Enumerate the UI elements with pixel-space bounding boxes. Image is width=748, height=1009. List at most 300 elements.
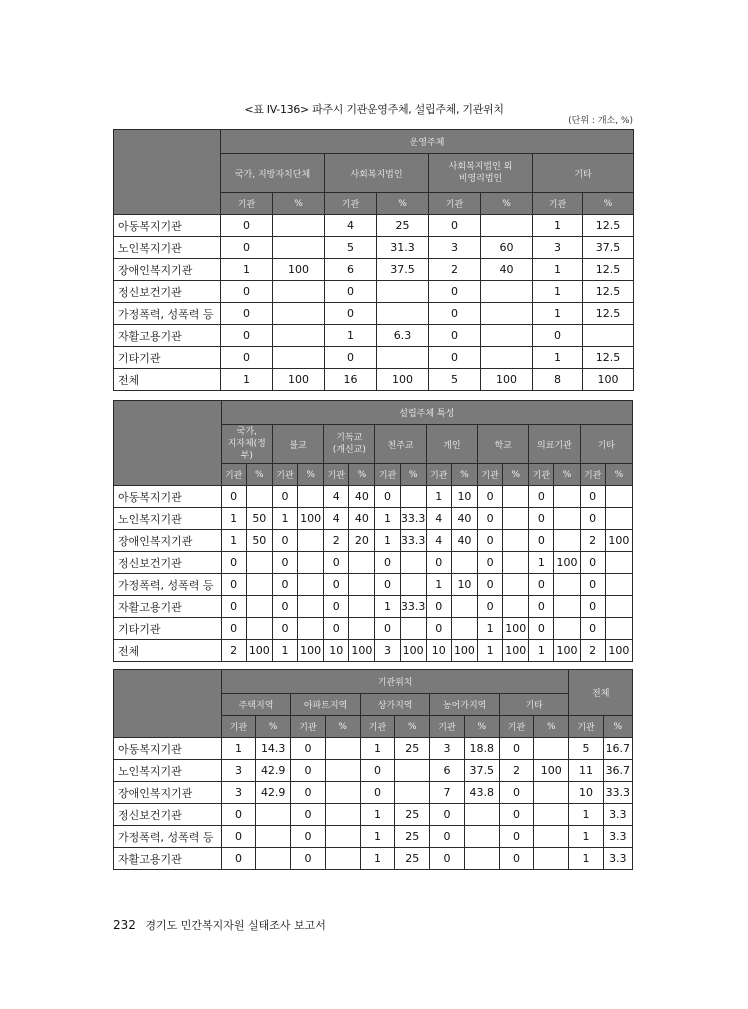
row-label: 아동복지기관 xyxy=(114,486,222,508)
category-header: 의료기관 xyxy=(529,425,580,464)
subheader-cell: % xyxy=(603,716,632,738)
table-row xyxy=(114,259,634,281)
table-row xyxy=(114,281,634,303)
data-cell xyxy=(554,596,580,618)
data-cell xyxy=(481,281,533,303)
data-cell: 0 xyxy=(325,281,377,303)
subheader-cell: 기관 xyxy=(580,464,605,486)
data-cell xyxy=(325,848,360,870)
data-cell xyxy=(349,618,375,640)
data-cell: 20 xyxy=(349,530,375,552)
row-label: 아동복지기관 xyxy=(114,215,221,237)
subheader-cell: 기관 xyxy=(360,716,394,738)
data-cell: 0 xyxy=(529,618,554,640)
data-cell: 12.5 xyxy=(583,215,634,237)
data-cell: 0 xyxy=(221,215,273,237)
table-title: <표 IV-136> 파주시 기관운영주체, 설립주체, 기관위치 xyxy=(244,103,504,116)
data-cell: 8 xyxy=(533,369,583,391)
row-label: 장애인복지기관 xyxy=(114,259,221,281)
category-header: 사회복지법인 xyxy=(325,154,429,193)
data-cell xyxy=(325,804,360,826)
data-cell: 4 xyxy=(426,508,451,530)
data-cell: 0 xyxy=(478,486,503,508)
data-cell: 3 xyxy=(221,782,255,804)
data-cell xyxy=(605,552,632,574)
data-cell: 4 xyxy=(325,215,377,237)
data-cell: 1 xyxy=(221,530,246,552)
data-cell: 1 xyxy=(569,848,603,870)
data-cell xyxy=(554,574,580,596)
data-cell: 1 xyxy=(360,848,394,870)
data-cell: 1 xyxy=(221,738,255,760)
subheader-cell: % xyxy=(554,464,580,486)
data-cell: 0 xyxy=(580,596,605,618)
data-cell: 0 xyxy=(360,782,394,804)
data-cell: 2 xyxy=(499,760,533,782)
data-cell xyxy=(554,508,580,530)
row-label: 노인복지기관 xyxy=(114,760,222,782)
data-cell: 25 xyxy=(377,215,429,237)
row-label: 자활고용기관 xyxy=(114,596,222,618)
data-cell: 100 xyxy=(503,618,529,640)
data-cell: 1 xyxy=(533,215,583,237)
data-cell: 0 xyxy=(429,347,481,369)
data-cell: 0 xyxy=(221,618,246,640)
data-cell: 25 xyxy=(395,738,430,760)
subheader-cell: 기관 xyxy=(533,193,583,215)
data-cell: 1 xyxy=(375,530,400,552)
data-cell: 25 xyxy=(395,804,430,826)
data-cell: 0 xyxy=(580,486,605,508)
data-cell: 0 xyxy=(529,486,554,508)
data-cell: 4 xyxy=(324,486,349,508)
data-cell xyxy=(554,618,580,640)
subheader-cell: % xyxy=(246,464,272,486)
data-cell: 37.5 xyxy=(377,259,429,281)
data-cell: 1 xyxy=(272,640,297,662)
data-cell: 0 xyxy=(291,826,325,848)
data-cell: 0 xyxy=(325,303,377,325)
data-cell: 25 xyxy=(395,826,430,848)
category-header: 기타 xyxy=(533,154,634,193)
table-row xyxy=(114,237,634,259)
data-cell: 40 xyxy=(349,486,375,508)
data-cell xyxy=(256,848,291,870)
data-cell: 33.3 xyxy=(400,530,426,552)
table-row xyxy=(114,347,634,369)
category-header: 국가, 지자체(정부) xyxy=(221,425,272,464)
data-cell: 0 xyxy=(580,618,605,640)
data-cell: 0 xyxy=(499,782,533,804)
data-cell: 0 xyxy=(221,347,273,369)
data-cell: 10 xyxy=(324,640,349,662)
subheader-cell: 기관 xyxy=(324,464,349,486)
data-cell: 0 xyxy=(291,804,325,826)
data-cell: 0 xyxy=(529,530,554,552)
data-cell: 10 xyxy=(451,486,477,508)
data-cell xyxy=(503,486,529,508)
data-cell: 100 xyxy=(554,552,580,574)
category-header: 사회복지법인 외 비영리법인 xyxy=(429,154,533,193)
row-label: 가정폭력, 성폭력 등 xyxy=(114,303,221,325)
row-label: 자활고용기관 xyxy=(114,325,221,347)
group-header: 기관위치 xyxy=(221,670,569,694)
data-cell: 100 xyxy=(349,640,375,662)
data-cell xyxy=(246,486,272,508)
data-cell: 0 xyxy=(324,552,349,574)
data-cell: 4 xyxy=(324,508,349,530)
data-cell: 0 xyxy=(221,574,246,596)
data-cell: 3 xyxy=(221,760,255,782)
data-cell: 12.5 xyxy=(583,281,634,303)
data-cell: 1 xyxy=(221,369,273,391)
data-cell xyxy=(256,826,291,848)
data-cell xyxy=(534,826,569,848)
table-row xyxy=(114,738,633,760)
data-cell: 10 xyxy=(451,574,477,596)
group-header: 운영주체 xyxy=(221,130,634,154)
data-cell: 0 xyxy=(478,574,503,596)
row-label: 정신보건기관 xyxy=(114,804,222,826)
data-cell: 0 xyxy=(272,596,297,618)
data-cell xyxy=(273,303,325,325)
data-cell xyxy=(273,215,325,237)
data-cell: 0 xyxy=(478,552,503,574)
data-cell: 42.9 xyxy=(256,782,291,804)
data-cell xyxy=(325,760,360,782)
row-label: 노인복지기관 xyxy=(114,508,222,530)
table-row xyxy=(114,325,634,347)
category-header: 기타 xyxy=(580,425,632,464)
data-cell: 0 xyxy=(291,848,325,870)
category-header: 기독교 (개신교) xyxy=(324,425,375,464)
subheader-cell: % xyxy=(349,464,375,486)
data-cell: 18.8 xyxy=(464,738,499,760)
data-cell: 0 xyxy=(478,530,503,552)
data-cell xyxy=(377,347,429,369)
category-header: 학교 xyxy=(478,425,529,464)
data-cell: 0 xyxy=(325,347,377,369)
data-cell: 3.3 xyxy=(603,804,632,826)
data-cell: 14.3 xyxy=(256,738,291,760)
data-cell xyxy=(503,574,529,596)
subheader-cell: 기관 xyxy=(272,464,297,486)
data-cell: 3 xyxy=(375,640,400,662)
data-cell: 1 xyxy=(529,552,554,574)
data-cell: 0 xyxy=(221,325,273,347)
data-cell: 12.5 xyxy=(583,303,634,325)
row-label: 정신보건기관 xyxy=(114,281,221,303)
data-cell xyxy=(273,347,325,369)
table-row xyxy=(114,848,633,870)
subheader-cell: 기관 xyxy=(375,464,400,486)
data-cell: 0 xyxy=(291,782,325,804)
group-header: 설립주체 특성 xyxy=(221,401,632,425)
data-cell xyxy=(325,738,360,760)
data-cell xyxy=(583,325,634,347)
report-title: 경기도 민간복지자원 실태조사 보고서 xyxy=(145,919,326,932)
data-cell: 100 xyxy=(377,369,429,391)
data-cell: 40 xyxy=(481,259,533,281)
data-cell: 0 xyxy=(272,552,297,574)
data-cell: 16.7 xyxy=(603,738,632,760)
subheader-cell: % xyxy=(534,716,569,738)
subheader-cell: 기관 xyxy=(529,464,554,486)
data-cell: 1 xyxy=(533,259,583,281)
table-row xyxy=(114,215,634,237)
category-header: 농어가지역 xyxy=(430,694,500,716)
data-cell: 1 xyxy=(533,281,583,303)
data-cell: 100 xyxy=(605,530,632,552)
data-cell: 3.3 xyxy=(603,826,632,848)
data-cell xyxy=(605,486,632,508)
data-cell: 40 xyxy=(349,508,375,530)
data-cell: 0 xyxy=(221,281,273,303)
data-cell: 3 xyxy=(533,237,583,259)
data-cell: 1 xyxy=(221,508,246,530)
page-footer xyxy=(113,917,326,933)
data-cell: 3.3 xyxy=(603,848,632,870)
subheader-cell: % xyxy=(481,193,533,215)
row-label: 기타기관 xyxy=(114,347,221,369)
data-cell: 0 xyxy=(324,618,349,640)
data-cell: 1 xyxy=(221,259,273,281)
data-cell: 100 xyxy=(298,640,324,662)
data-cell xyxy=(246,596,272,618)
subheader-cell: % xyxy=(395,716,430,738)
data-cell xyxy=(400,552,426,574)
data-cell: 0 xyxy=(499,826,533,848)
data-cell xyxy=(503,508,529,530)
data-cell: 12.5 xyxy=(583,259,634,281)
data-cell xyxy=(605,574,632,596)
category-header: 천주교 xyxy=(375,425,426,464)
data-cell: 0 xyxy=(430,826,464,848)
data-cell: 1 xyxy=(529,640,554,662)
data-cell xyxy=(325,826,360,848)
data-cell: 0 xyxy=(291,760,325,782)
data-cell: 1 xyxy=(478,640,503,662)
data-cell xyxy=(377,303,429,325)
data-cell: 0 xyxy=(221,826,255,848)
data-cell: 0 xyxy=(375,486,400,508)
data-cell: 10 xyxy=(426,640,451,662)
table-row xyxy=(114,804,633,826)
subheader-cell: 기관 xyxy=(478,464,503,486)
data-cell: 1 xyxy=(426,574,451,596)
data-cell: 6 xyxy=(325,259,377,281)
data-cell xyxy=(325,782,360,804)
data-cell: 0 xyxy=(291,738,325,760)
data-cell: 100 xyxy=(400,640,426,662)
data-cell: 0 xyxy=(580,574,605,596)
data-cell: 1 xyxy=(360,804,394,826)
data-cell xyxy=(481,325,533,347)
data-cell: 0 xyxy=(375,552,400,574)
data-cell: 1 xyxy=(272,508,297,530)
data-cell: 10 xyxy=(569,782,603,804)
total-header: 전체 xyxy=(569,670,633,716)
row-label: 전체 xyxy=(114,369,221,391)
data-cell: 37.5 xyxy=(464,760,499,782)
subheader-cell: % xyxy=(583,193,634,215)
data-cell xyxy=(400,486,426,508)
data-cell: 2 xyxy=(324,530,349,552)
data-cell: 1 xyxy=(533,347,583,369)
subheader-cell: 기관 xyxy=(221,716,255,738)
data-cell xyxy=(451,618,477,640)
data-cell xyxy=(451,552,477,574)
subheader-cell: % xyxy=(273,193,325,215)
data-cell xyxy=(349,552,375,574)
data-cell: 6 xyxy=(430,760,464,782)
data-cell: 36.7 xyxy=(603,760,632,782)
data-cell: 100 xyxy=(481,369,533,391)
data-cell: 0 xyxy=(221,596,246,618)
subheader-cell: 기관 xyxy=(325,193,377,215)
data-cell xyxy=(503,530,529,552)
data-cell xyxy=(451,596,477,618)
data-cell xyxy=(481,347,533,369)
subheader-cell: % xyxy=(377,193,429,215)
data-cell: 5 xyxy=(325,237,377,259)
data-cell xyxy=(534,848,569,870)
data-cell: 1 xyxy=(325,325,377,347)
data-cell: 100 xyxy=(298,508,324,530)
data-cell: 0 xyxy=(426,618,451,640)
subheader-cell: 기관 xyxy=(426,464,451,486)
table-row xyxy=(114,486,633,508)
data-cell: 0 xyxy=(499,804,533,826)
data-cell: 25 xyxy=(395,848,430,870)
data-cell: 100 xyxy=(273,369,325,391)
data-cell: 0 xyxy=(429,325,481,347)
subheader-cell: 기관 xyxy=(429,193,481,215)
header-corner xyxy=(114,401,222,486)
category-header: 개인 xyxy=(426,425,477,464)
unit-note: (단위 : 개소, %) xyxy=(568,116,633,126)
data-cell xyxy=(503,596,529,618)
data-cell: 0 xyxy=(221,237,273,259)
data-cell xyxy=(534,804,569,826)
data-cell: 1 xyxy=(569,826,603,848)
row-label: 가정폭력, 성폭력 등 xyxy=(114,574,222,596)
header-corner xyxy=(114,670,222,738)
data-cell: 40 xyxy=(451,530,477,552)
founding-entity-table xyxy=(113,400,633,662)
data-cell: 43.8 xyxy=(464,782,499,804)
data-cell: 0 xyxy=(375,574,400,596)
data-cell: 0 xyxy=(375,618,400,640)
row-label: 장애인복지기관 xyxy=(114,530,222,552)
data-cell: 5 xyxy=(569,738,603,760)
data-cell: 50 xyxy=(246,508,272,530)
data-cell: 33.3 xyxy=(603,782,632,804)
data-cell xyxy=(298,618,324,640)
data-cell: 0 xyxy=(272,530,297,552)
data-cell xyxy=(400,574,426,596)
data-cell: 0 xyxy=(272,574,297,596)
subheader-cell: 기관 xyxy=(221,464,246,486)
data-cell: 1 xyxy=(569,804,603,826)
table-row xyxy=(114,552,633,574)
data-cell xyxy=(605,596,632,618)
row-label: 아동복지기관 xyxy=(114,738,222,760)
category-header: 상가지역 xyxy=(360,694,430,716)
data-cell xyxy=(298,596,324,618)
data-cell: 0 xyxy=(324,596,349,618)
table-row xyxy=(114,508,633,530)
data-cell: 0 xyxy=(426,596,451,618)
data-cell xyxy=(246,552,272,574)
data-cell: 2 xyxy=(580,640,605,662)
data-cell: 0 xyxy=(529,574,554,596)
data-cell: 0 xyxy=(580,508,605,530)
data-cell: 1 xyxy=(375,596,400,618)
data-cell: 0 xyxy=(272,618,297,640)
page-number: 232 xyxy=(113,918,136,932)
data-cell xyxy=(246,574,272,596)
data-cell: 0 xyxy=(533,325,583,347)
data-cell: 0 xyxy=(426,552,451,574)
data-cell xyxy=(273,325,325,347)
data-cell xyxy=(464,804,499,826)
data-cell: 0 xyxy=(221,804,255,826)
data-cell: 0 xyxy=(429,215,481,237)
data-cell xyxy=(503,552,529,574)
data-cell xyxy=(481,303,533,325)
data-cell: 100 xyxy=(534,760,569,782)
row-label: 가정폭력, 성폭력 등 xyxy=(114,826,222,848)
data-cell: 0 xyxy=(221,848,255,870)
data-cell: 16 xyxy=(325,369,377,391)
subheader-cell: 기관 xyxy=(291,716,325,738)
subheader-cell: % xyxy=(451,464,477,486)
row-label: 전체 xyxy=(114,640,222,662)
data-cell: 1 xyxy=(426,486,451,508)
subheader-cell: 기관 xyxy=(569,716,603,738)
data-cell: 5 xyxy=(429,369,481,391)
subheader-cell: % xyxy=(605,464,632,486)
data-cell: 0 xyxy=(221,486,246,508)
data-cell xyxy=(298,530,324,552)
data-cell: 11 xyxy=(569,760,603,782)
data-cell: 0 xyxy=(272,486,297,508)
data-cell: 0 xyxy=(529,596,554,618)
data-cell: 100 xyxy=(554,640,580,662)
data-cell: 0 xyxy=(430,804,464,826)
data-cell: 0 xyxy=(221,552,246,574)
table-row xyxy=(114,640,633,662)
data-cell xyxy=(464,826,499,848)
data-cell xyxy=(298,552,324,574)
table-row xyxy=(114,574,633,596)
subheader-cell: % xyxy=(298,464,324,486)
row-label: 정신보건기관 xyxy=(114,552,222,574)
operating-entity-table xyxy=(113,129,634,391)
data-cell: 100 xyxy=(451,640,477,662)
data-cell: 100 xyxy=(273,259,325,281)
data-cell: 1 xyxy=(360,826,394,848)
header-corner xyxy=(114,130,221,215)
data-cell: 7 xyxy=(430,782,464,804)
data-cell: 1 xyxy=(375,508,400,530)
data-cell xyxy=(349,596,375,618)
data-cell xyxy=(298,486,324,508)
data-cell: 0 xyxy=(429,303,481,325)
table-row xyxy=(114,369,634,391)
table-row xyxy=(114,782,633,804)
